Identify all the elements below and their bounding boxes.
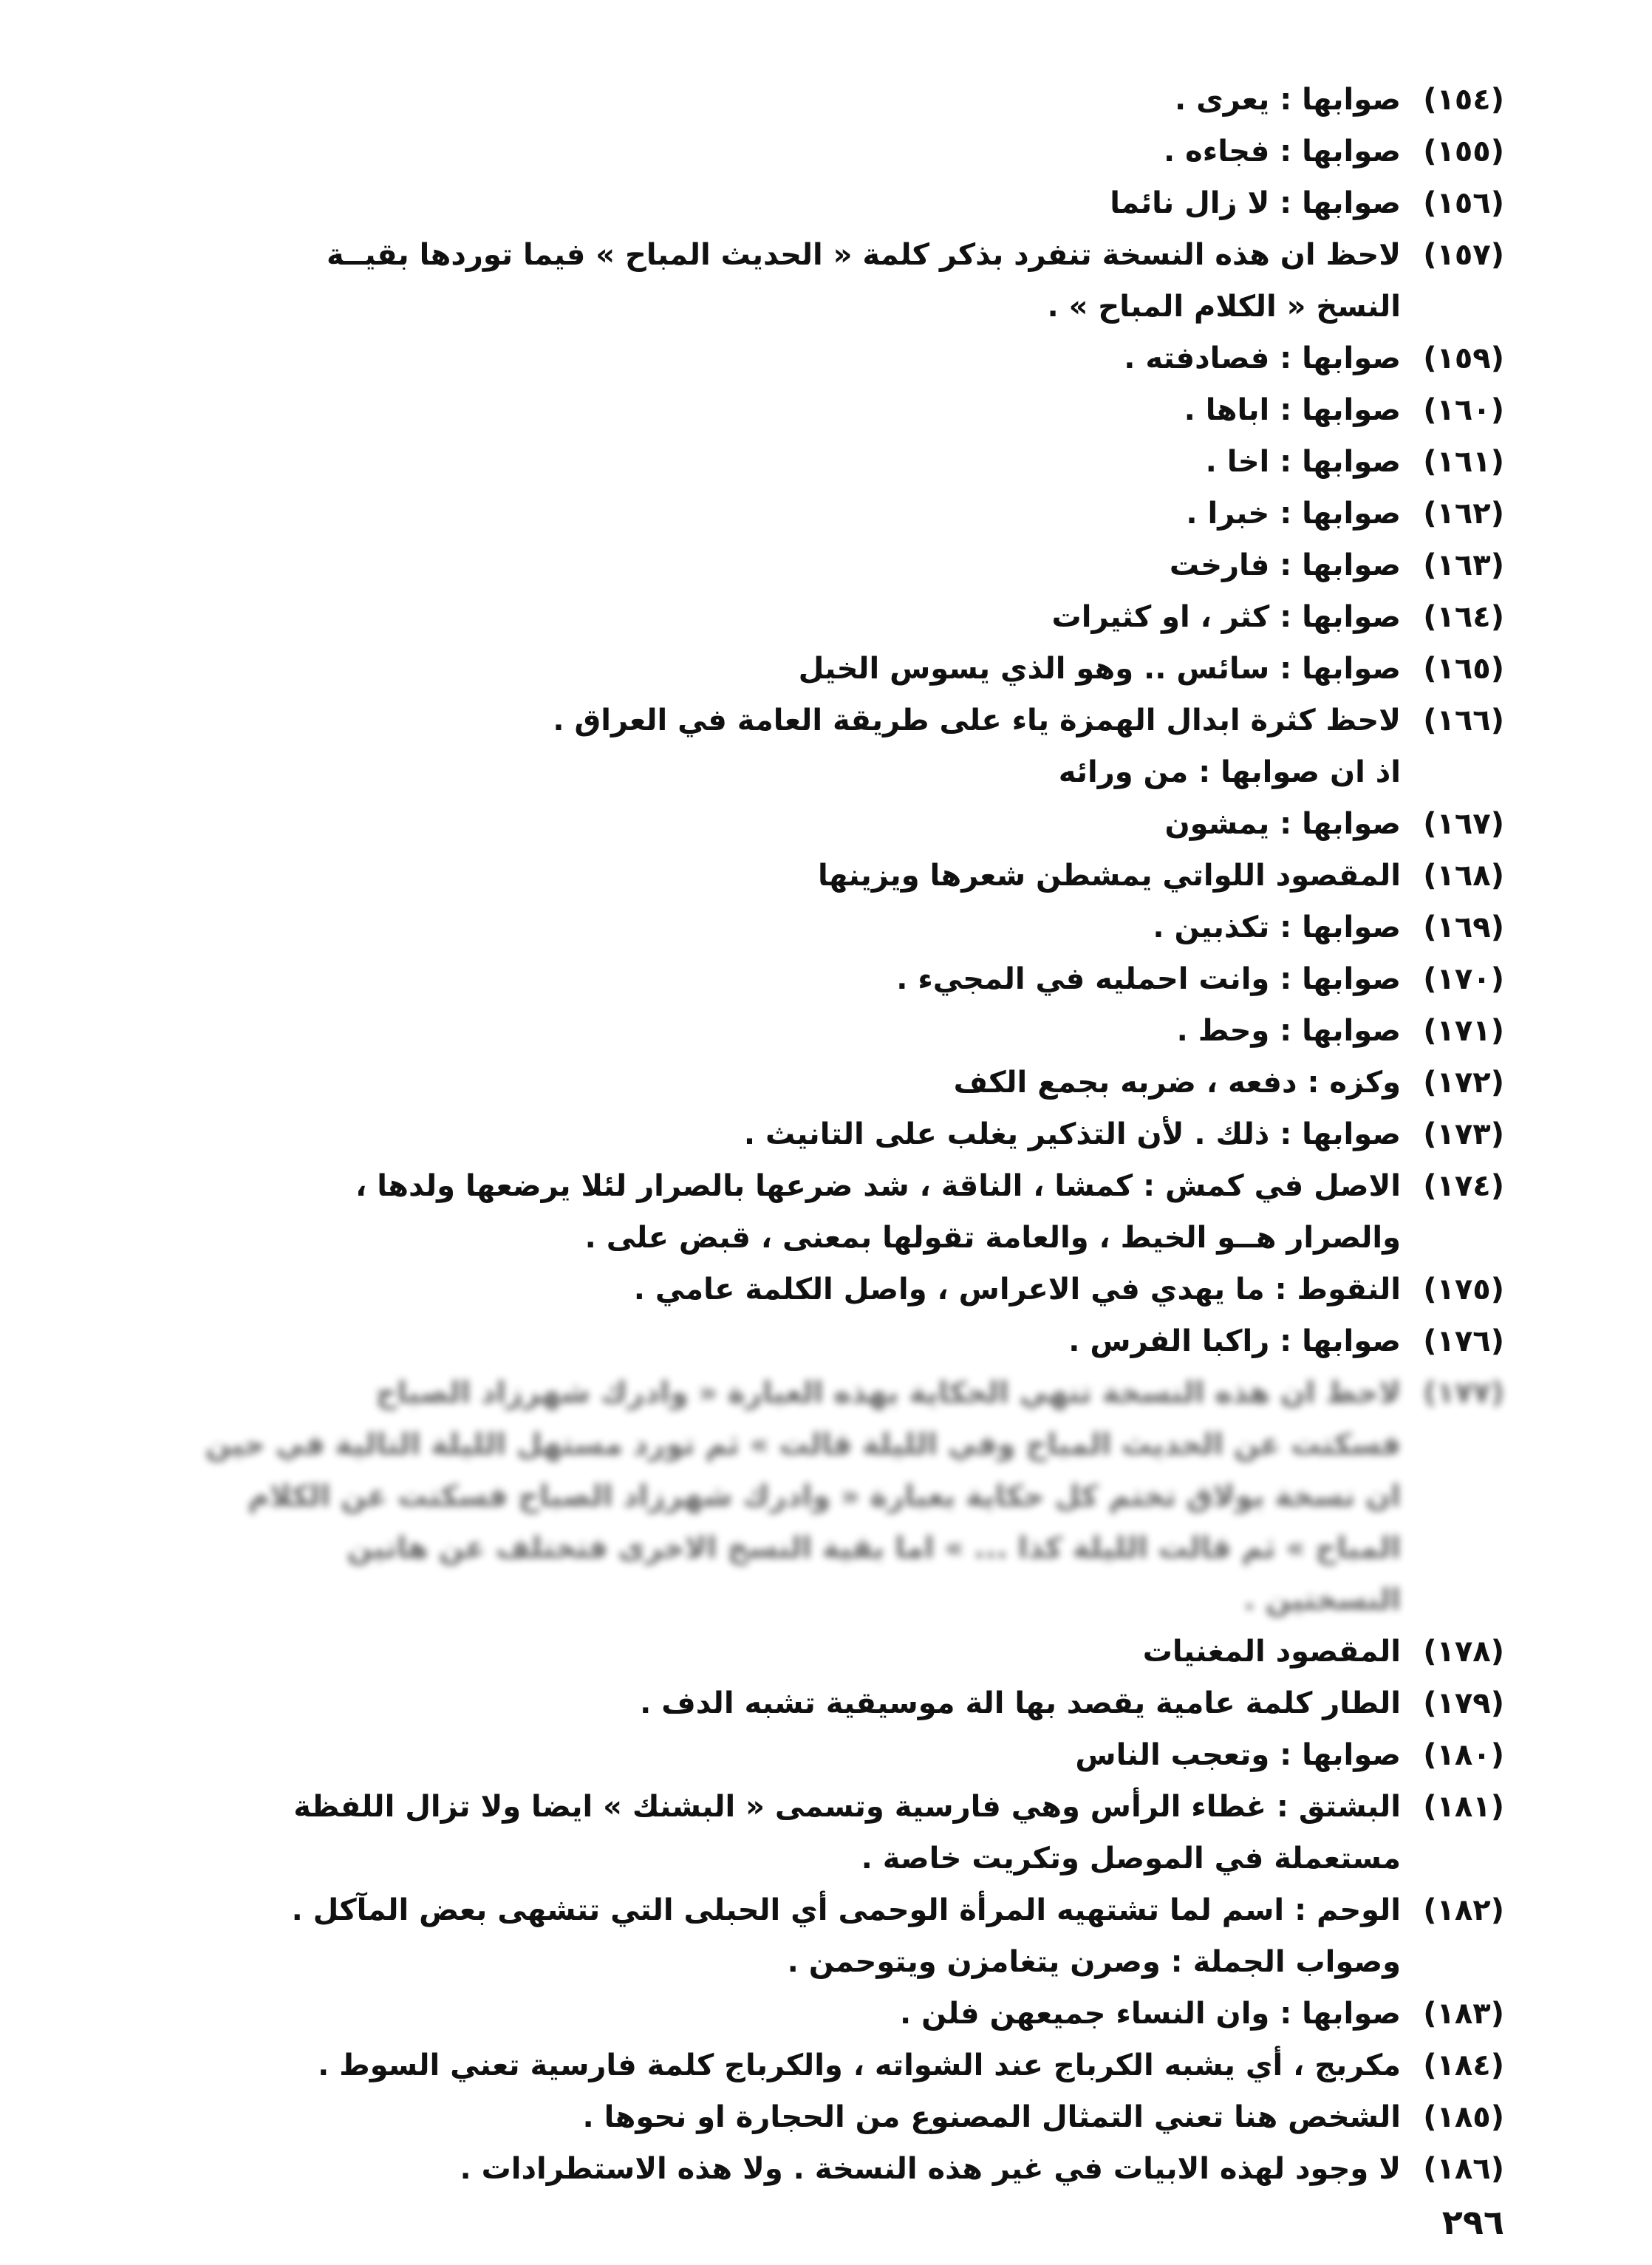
footnote-item bbox=[130, 850, 1504, 902]
footnote-number: (١٦٥) bbox=[1423, 652, 1504, 686]
footnote-line: لاحظ ان هذه النسخة تنفرد بذكر كلمة « الحديث المباح » فيما توردها بقيــة bbox=[326, 238, 1401, 272]
footnote-number: (١٨٣) bbox=[1423, 1997, 1504, 2031]
footnote-line: البشتق : غطاء الرأس وهي فارسية وتسمى « البشنك » ايضا ولا تزال اللفظة bbox=[293, 1790, 1401, 1824]
footnote-text bbox=[130, 1678, 1401, 1729]
footnote-item bbox=[130, 1057, 1504, 1108]
footnote-line: وصواب الجملة : وصرن يتغامزن ويتوحمن . bbox=[787, 1945, 1401, 1979]
footnote-number: (١٧٣) bbox=[1423, 1117, 1504, 1151]
footnote-item bbox=[130, 1108, 1504, 1160]
footnote-line: صوابها : وحط . bbox=[1176, 1014, 1401, 1048]
footnote-text bbox=[130, 1160, 1401, 1264]
footnote-number: (١٨٤) bbox=[1423, 2048, 1504, 2082]
footnote-text bbox=[130, 902, 1401, 953]
footnote-number: (١٧٧) bbox=[1423, 1376, 1504, 1410]
footnote-number: (١٦١) bbox=[1423, 445, 1504, 479]
footnote-item bbox=[130, 1781, 1504, 1884]
footnote-line: النسخ « الكلام المباح » . bbox=[1047, 290, 1401, 324]
footnote-number: (١٨١) bbox=[1423, 1790, 1504, 1824]
footnote-text bbox=[130, 2143, 1401, 2195]
footnote-line: وكزه : دفعه ، ضربه بجمع الكف bbox=[953, 1066, 1401, 1100]
footnote-text bbox=[130, 1626, 1401, 1678]
footnote-text bbox=[130, 1988, 1401, 2040]
footnote-line: مستعملة في الموصل وتكريت خاصة . bbox=[861, 1842, 1401, 1876]
footnote-number: (١٧٠) bbox=[1423, 962, 1504, 996]
footnote-item bbox=[130, 1005, 1504, 1057]
footnote-line: صوابها : فصادفته . bbox=[1124, 341, 1401, 375]
footnote-item bbox=[130, 1626, 1504, 1678]
footnote-line: صوابها : لا زال نائما bbox=[1110, 186, 1401, 220]
footnote-text bbox=[130, 953, 1401, 1005]
footnote-line: لا وجود لهذه الابيات في غير هذه النسخة . ولا هذه الاستطرادات . bbox=[460, 2152, 1401, 2186]
footnote-line: والصرار هــو الخيط ، والعامة تقولها بمعنى ، قبض على . bbox=[584, 1221, 1401, 1255]
footnote-line: صوابها : وان النساء جميعهن فلن . bbox=[899, 1997, 1401, 2031]
footnote-line: صوابها : ذلك . لأن التذكير يغلب على التانيث . bbox=[743, 1117, 1401, 1151]
footnote-line: صوابها : تكذبين . bbox=[1153, 910, 1401, 944]
footnote-number: (١٦٣) bbox=[1423, 548, 1504, 582]
footnote-number: (١٧٩) bbox=[1423, 1686, 1504, 1720]
footnote-line: صوابها : يمشون bbox=[1164, 807, 1401, 841]
footnote-line: صوابها : راكبا الفرس . bbox=[1068, 1324, 1401, 1358]
footnote-item bbox=[130, 798, 1504, 850]
footnote-line: الوحم : اسم لما تشتهيه المرأة الوحمى أي الحبلى التي تتشهى بعض المآكل . bbox=[291, 1893, 1401, 1927]
footnote-text bbox=[130, 2040, 1401, 2091]
footnote-text bbox=[130, 1315, 1401, 1367]
footnote-line: النقوط : ما يهدي في الاعراس ، واصل الكلمة عامي . bbox=[633, 1273, 1401, 1307]
footnote-number: (١٦٢) bbox=[1423, 497, 1504, 531]
footnote-line: الطار كلمة عامية يقصد بها الة موسيقية تشبه الدف . bbox=[640, 1686, 1401, 1720]
footnote-item bbox=[130, 953, 1504, 1005]
footnote-number: (١٧١) bbox=[1423, 1014, 1504, 1048]
footnote-item bbox=[130, 1264, 1504, 1315]
footnote-text bbox=[130, 333, 1401, 384]
footnote-number: (١٧٤) bbox=[1423, 1169, 1504, 1203]
footnote-line: اذ ان صوابها : من ورائه bbox=[1058, 755, 1401, 789]
footnote-line: صوابها : سائس .. وهو الذي يسوس الخيل bbox=[798, 652, 1401, 686]
footnote-item bbox=[130, 436, 1504, 488]
footnote-item bbox=[130, 1988, 1504, 2040]
footnote-text bbox=[130, 850, 1401, 902]
footnote-text bbox=[130, 591, 1401, 643]
footnote-number: (١٦٤) bbox=[1423, 600, 1504, 634]
footnote-line: صوابها : فجاءه . bbox=[1164, 134, 1401, 168]
footnote-item bbox=[130, 177, 1504, 229]
footnote-text bbox=[130, 1884, 1401, 1988]
footnote-item bbox=[130, 695, 1504, 798]
footnote-item bbox=[130, 1678, 1504, 1729]
footnote-text bbox=[130, 643, 1401, 695]
footnote-number: (١٦٨) bbox=[1423, 859, 1504, 893]
footnote-text bbox=[130, 1005, 1401, 1057]
footnote-line: لاحظ كثرة ابدال الهمزة ياء على طريقة العامة في العراق . bbox=[553, 704, 1401, 738]
footnote-line: المقصود المغنيات bbox=[1142, 1635, 1401, 1669]
footnote-text bbox=[130, 488, 1401, 539]
footnote-item bbox=[130, 229, 1504, 333]
footnote-text bbox=[130, 798, 1401, 850]
footnote-text bbox=[130, 1264, 1401, 1315]
footnote-line: النسختين . bbox=[1243, 1583, 1401, 1617]
footnote-item bbox=[130, 333, 1504, 384]
footnote-number: (١٧٥) bbox=[1423, 1273, 1504, 1307]
footnote-text bbox=[130, 2091, 1401, 2143]
footnote-line: الشخص هنا تعني التمثال المصنوع من الحجارة او نحوها . bbox=[582, 2100, 1401, 2134]
footnote-number: (١٨٦) bbox=[1423, 2152, 1504, 2186]
footnote-line: المقصود اللواتي يمشطن شعرها ويزينها bbox=[818, 859, 1401, 893]
footnote-line: صوابها : كثر ، او كثيرات bbox=[1051, 600, 1401, 634]
footnote-line: صوابها : وتعجب الناس bbox=[1075, 1738, 1401, 1772]
footnote-line: مكربج ، أي يشبه الكرباج عند الشواته ، والكرباج كلمة فارسية تعني السوط . bbox=[318, 2048, 1401, 2082]
footnote-item bbox=[130, 1729, 1504, 1781]
footnote-item bbox=[130, 902, 1504, 953]
footnote-line: ان نسخة بولاق تختم كل حكاية بعبارة « وادرك شهرزاد الصباح فسكتت عن الكلام bbox=[248, 1479, 1401, 1513]
footnote-item bbox=[130, 1160, 1504, 1264]
footnote-number: (١٥٤) bbox=[1423, 83, 1504, 117]
footnotes-list bbox=[130, 74, 1504, 2195]
footnote-line: صوابها : وانت احمليه في المجيء . bbox=[896, 962, 1401, 996]
footnote-item bbox=[130, 1367, 1504, 1626]
page-number: ٢٩٦ bbox=[1441, 2202, 1504, 2242]
footnote-line: الاصل في كمش : كمشا ، الناقة ، شد ضرعها بالصرار لئلا يرضعها ولدها ، bbox=[355, 1169, 1401, 1203]
footnote-line: صوابها : اخا . bbox=[1205, 445, 1401, 479]
footnote-text bbox=[130, 1729, 1401, 1781]
footnote-number: (١٦٩) bbox=[1423, 910, 1504, 944]
footnote-text bbox=[130, 126, 1401, 177]
footnote-text bbox=[130, 177, 1401, 229]
footnote-item bbox=[130, 488, 1504, 539]
footnote-item bbox=[130, 539, 1504, 591]
footnote-item bbox=[130, 2143, 1504, 2195]
footnote-text bbox=[130, 436, 1401, 488]
footnote-item bbox=[130, 1315, 1504, 1367]
footnote-text bbox=[130, 1367, 1401, 1626]
footnote-number: (١٥٩) bbox=[1423, 341, 1504, 375]
footnote-number: (١٨٥) bbox=[1423, 2100, 1504, 2134]
footnote-text bbox=[130, 539, 1401, 591]
footnote-item bbox=[130, 2040, 1504, 2091]
footnote-text bbox=[130, 1108, 1401, 1160]
footnote-line: فسكتت عن الحديث المباح وفي الليلة قالت » ثم تورد مستهل الليلة التالية في حين bbox=[205, 1428, 1401, 1462]
footnote-text bbox=[130, 1057, 1401, 1108]
footnote-item bbox=[130, 1884, 1504, 1988]
footnote-number: (١٦٧) bbox=[1423, 807, 1504, 841]
footnote-item bbox=[130, 384, 1504, 436]
footnote-number: (١٧٦) bbox=[1423, 1324, 1504, 1358]
footnote-number: (١٥٧) bbox=[1423, 238, 1504, 272]
footnote-text bbox=[130, 1781, 1401, 1884]
footnote-line: صوابها : اباها . bbox=[1184, 393, 1401, 427]
footnote-text bbox=[130, 229, 1401, 333]
footnote-number: (١٦٦) bbox=[1423, 704, 1504, 738]
footnote-number: (١٧٨) bbox=[1423, 1635, 1504, 1669]
footnote-number: (١٦٠) bbox=[1423, 393, 1504, 427]
footnote-item bbox=[130, 126, 1504, 177]
footnote-item bbox=[130, 74, 1504, 126]
footnote-line: لاحظ ان هذه النسخة تنهي الحكاية بهذه العبارة « وادرك شهرزاد الصباح bbox=[375, 1376, 1401, 1410]
footnote-text bbox=[130, 74, 1401, 126]
footnote-number: (١٥٥) bbox=[1423, 134, 1504, 168]
footnote-item bbox=[130, 2091, 1504, 2143]
footnote-item bbox=[130, 591, 1504, 643]
footnote-text bbox=[130, 695, 1401, 798]
footnote-number: (١٨٠) bbox=[1423, 1738, 1504, 1772]
footnote-text bbox=[130, 384, 1401, 436]
footnote-item bbox=[130, 643, 1504, 695]
footnote-line: صوابها : فارخت bbox=[1169, 548, 1401, 582]
footnote-line: صوابها : خبرا . bbox=[1186, 497, 1401, 531]
footnote-line: المباح » ثم قالت الليلة كذا ... » اما بقية النسخ الاخرى فتختلف عن هاتين bbox=[347, 1531, 1401, 1565]
footnote-number: (١٥٦) bbox=[1423, 186, 1504, 220]
footnote-line: صوابها : يعرى . bbox=[1175, 83, 1401, 117]
footnote-number: (١٨٢) bbox=[1423, 1893, 1504, 1927]
footnote-number: (١٧٢) bbox=[1423, 1066, 1504, 1100]
